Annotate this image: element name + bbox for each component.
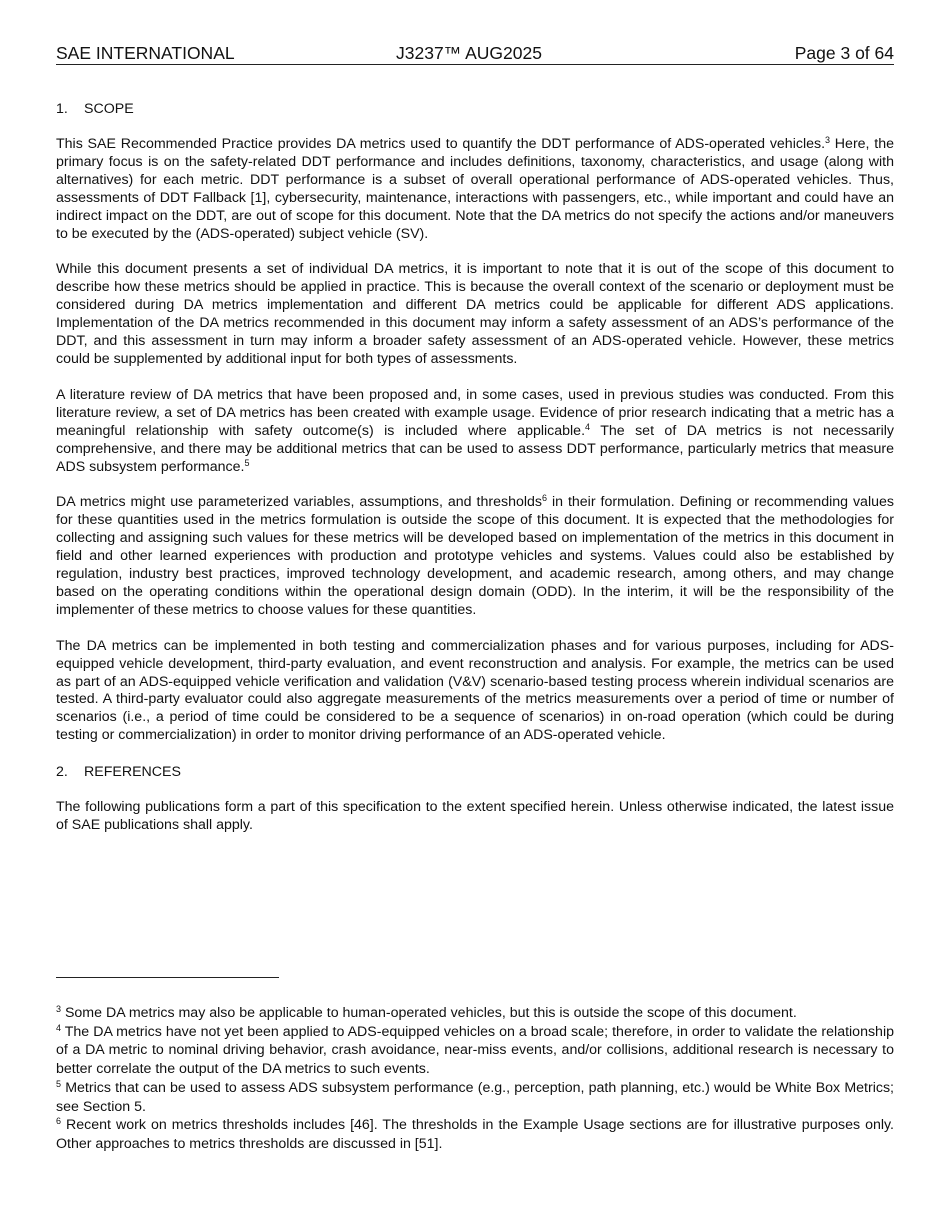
footnote-separator <box>56 977 279 978</box>
header-document-id: J3237™ AUG2025 <box>396 43 542 63</box>
scope-paragraph-3: A literature review of DA metrics that have been proposed and, in some cases, used in previous studies was conducted. From this literature review, a set of DA metrics has been created with example usage. Evidence of prior research indicating that a metric has a meaningful relationship with safety outcome(s) is included where applicable.$^4$ The set of DA metrics is not necessarily comprehensive, and there may be additional metrics that can be used to assess DDT performance, particularly metrics that measure ADS subsystem performance.$^5$ <box>56 386 894 475</box>
section-number: 1. <box>56 101 68 117</box>
footnotes <box>56 1004 894 1154</box>
header-publisher: SAE INTERNATIONAL <box>56 43 235 63</box>
footnote-ref-5: 5 <box>244 457 250 468</box>
section-heading-scope <box>56 100 894 118</box>
section-title: REFERENCES <box>84 764 181 781</box>
scope-paragraph-2: While this document presents a set of individual DA metrics, it is important to note that it is out of the scope of this document to describe how these metrics should be applied in practice. This is because the overall context of the scenario or deployment must be considered during DA metrics implementation and different DA metrics could be applicable for different ADS applications. Implementation of the DA metrics recommended in this document may inform a safety assessment of an ADS’s performance of the DDT, and this assessment in turn may inform a broader safety assessment of an ADS-operated vehicle. However, these metrics could be supplemented by additional input for both types of assessments. <box>56 261 894 367</box>
scope-paragraph-5: The DA metrics can be implemented in both testing and commercialization phases and for various purposes, including for ADS-equipped vehicle development, third-party evaluation, and event reconstruction and analysis. For example, the metrics can be used as part of an ADS-equipped vehicle verification and validation (V&V) scenario-based testing process wherein individual scenarios are tested. A third-party evaluator could also aggregate measurements of the metrics measurements over a period of time or number of scenarios (i.e., a period of time could be considered to be a sequence of scenarios) in on-road operation (which could be during testing or commercialization) in order to monitor driving performance of an ADS-operated vehicle. <box>56 637 894 744</box>
footnote-ref-3: 3 <box>825 135 831 145</box>
references-paragraph: The following publications form a part of this specification to the extent specified herein. Unless otherwise indicated, the latest issue of SAE publications shall apply. <box>56 799 894 834</box>
footnote-ref-4: 4 <box>585 421 591 432</box>
document-page <box>56 42 894 1152</box>
footnote-4: $^4$ The DA metrics have not yet been applied to ADS-equipped vehicles on a broad scale; therefore, in order to validate the relationship of a DA metric to nominal driving behavior, crash avoidance, near-miss events, and/or collisions, additional research is necessary to better correlate the output of the DA metrics to such events. <box>56 1022 894 1078</box>
section-title: SCOPE <box>84 101 134 117</box>
header-page-number: Page 3 of 64 <box>794 43 894 63</box>
page-header <box>56 42 894 65</box>
section-heading-references <box>56 763 894 781</box>
footnote-5: $^5$ Metrics that can be used to assess ADS subsystem performance (e.g., perception, path planning, etc.) would be White Box Metrics; see Section 5. <box>56 1078 894 1115</box>
footnote-3: $^3$ Some DA metrics may also be applicable to human-operated vehicles, but this is outside the scope of this document. <box>56 1004 797 1021</box>
scope-paragraph-4: DA metrics might use parameterized variables, assumptions, and thresholds$^6$ in their formulation. Defining or recommending values for these quantities used in the metrics formulation is outside the scope of this document. It is expected that the methodologies for collecting and assigning such values for these metrics will be developed based on implementation of the metrics in this document in field and other learned experiences with production and prototype vehicles and systems. Values could also be established by regulation, industry best practices, improved technology development, and academic research, among others, and may change based on the operating conditions within the operational design domain (ODD). In the interim, it will be the responsibility of the implementer of these metrics to choose values for these quantities. <box>56 493 894 618</box>
section-number: 2. <box>56 764 68 781</box>
footnote-ref-6: 6 <box>541 493 547 504</box>
footnote-6: $^6$ Recent work on metrics thresholds includes [46]. The thresholds in the Example Usage sections are for illustrative purposes only. Other approaches to metrics thresholds are discussed in [51]. <box>56 1116 894 1152</box>
scope-paragraph-1: This SAE Recommended Practice provides DA metrics used to quantify the DDT performance of ADS-operated vehicles.$^3$ Here, the primary focus is on the safety-related DDT performance and includes definitions, taxonomy, characteristics, and usage (along with alternatives) for each metric. DDT performance is a subset of overall operational performance of ADS-operated vehicles. Thus, assessments of DDT Fallback [1], cybersecurity, maintenance, interactions with passengers, etc., while important and could have an indirect impact on the DDT, are out of scope for this document. Note that the DA metrics do not specify the actions and/or maneuvers to be executed by the (ADS-operated) subject vehicle (SV). <box>56 135 894 242</box>
